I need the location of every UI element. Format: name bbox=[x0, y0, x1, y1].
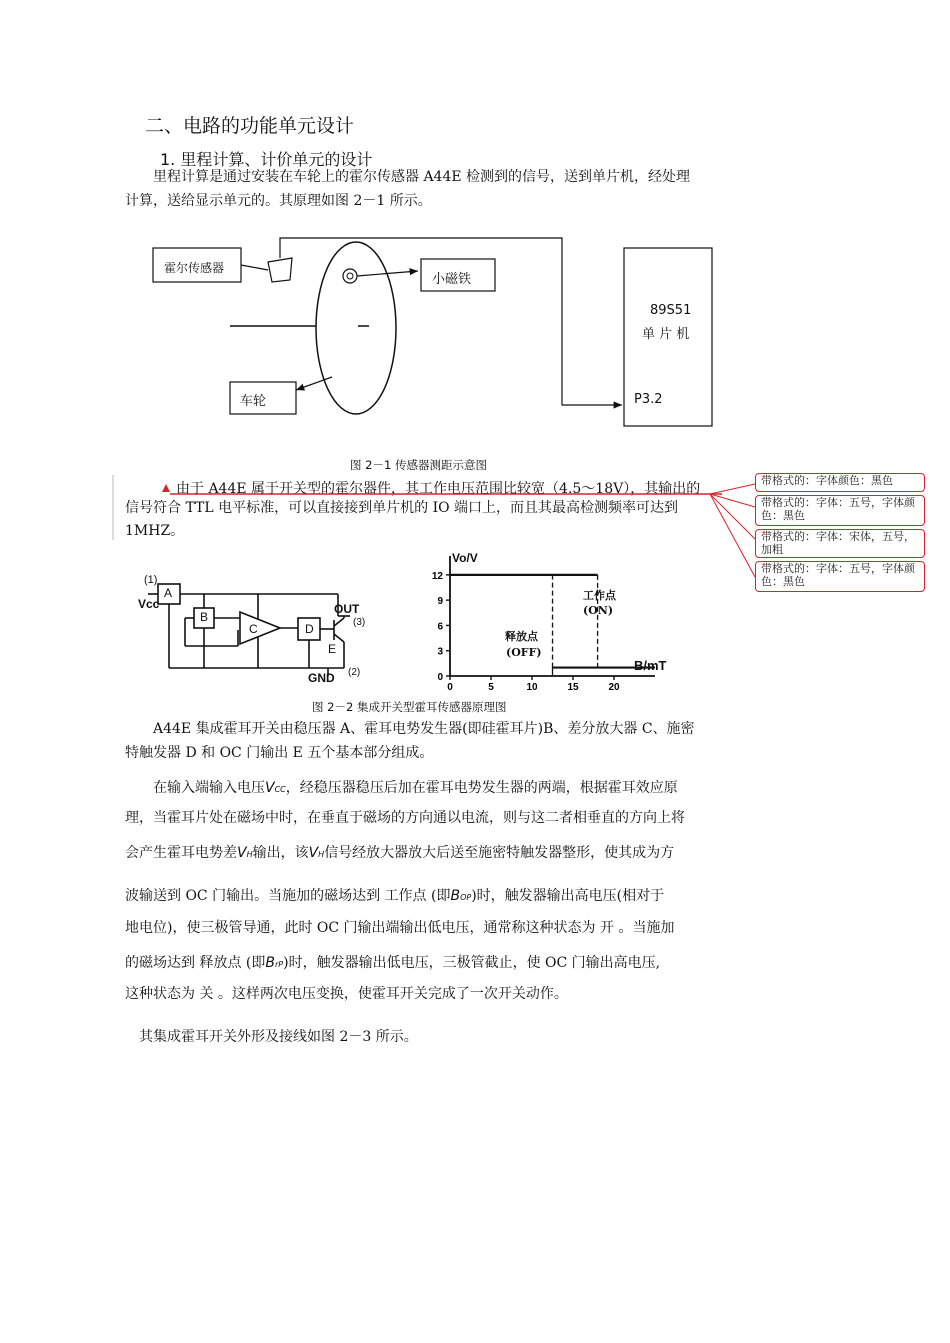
format-comment-2[interactable]: 带格式的：字体：五号，字体颜色：黑色 bbox=[755, 495, 925, 526]
on-point-label: 工作点 bbox=[583, 589, 616, 602]
magnet-label: 小磁铁 bbox=[432, 272, 472, 287]
out-label: OUT bbox=[334, 602, 360, 616]
para2-line-2: 信号符合 TTL 电平标准，可以直接接到单片机的 IO 端口上，而且其最高检测频率可达到 bbox=[125, 500, 679, 516]
y-tick-label-0: 0 bbox=[437, 672, 443, 683]
mcu-name: 单 片 机 bbox=[642, 327, 690, 342]
closing-line: 其集成霍耳开关外形及接线如图 2－3 所示。 bbox=[139, 1029, 418, 1045]
format-comment-3[interactable]: 带格式的：字体：宋体，五号，加粗 bbox=[755, 529, 925, 558]
x-tick-label-20: 20 bbox=[608, 682, 620, 690]
x-tick-label-10: 10 bbox=[526, 682, 538, 690]
vh-symbol-2: VH bbox=[308, 845, 325, 861]
off-point-label: 释放点 bbox=[505, 630, 538, 643]
pin-1-label: (1) bbox=[144, 574, 158, 586]
hall-sensor-label: 霍尔传感器 bbox=[164, 261, 225, 275]
on-state-label: (ON) bbox=[583, 604, 614, 617]
mcu-pin: P3.2 bbox=[634, 392, 663, 407]
chart-y-label: Vo/V bbox=[452, 551, 478, 565]
vcc-symbol: VCC bbox=[265, 780, 286, 796]
wheel-label: 车轮 bbox=[240, 394, 267, 409]
x-tick-label-0: 0 bbox=[447, 682, 453, 690]
para2-line-3: 1MHZ。 bbox=[125, 523, 185, 539]
figure-1-caption: 图 2－1 传感器测距示意图 bbox=[350, 458, 487, 472]
para4-line-1: 在输入端输入电压VCC，经稳压器稳压后加在霍耳电势发生器的两端，根据霍耳效应原 bbox=[153, 780, 678, 796]
wheel-ellipse bbox=[316, 242, 396, 414]
y-tick-label-3: 3 bbox=[437, 646, 443, 658]
block-a-label: A bbox=[164, 586, 173, 600]
subsection-title: 1. 里程计算、计价单元的设计 bbox=[160, 150, 373, 169]
para4-line-2: 理，当霍耳片处在磁场中时，在垂直于磁场的方向通以电流，则与这二者相垂直的方向上将 bbox=[125, 810, 685, 826]
pin-3-label: (3) bbox=[353, 617, 366, 628]
intro-line-1: 里程计算是通过安装在车轮上的霍尔传感器 A44E 检测到的信号，送到单片机，经处理 bbox=[153, 169, 691, 185]
vh-symbol: VH bbox=[237, 845, 253, 861]
brp-symbol: BrP bbox=[265, 955, 284, 971]
para4-line-5: 地电位)，使三极管导通，此时 OC 门输出端输出低电压，通常称这种状态为 开 。当施加 bbox=[125, 920, 675, 936]
gnd-label: GND bbox=[308, 671, 335, 685]
block-c-label: C bbox=[249, 622, 258, 636]
para4-line-4: 波输送到 OC 门输出。当施加的磁场达到 工作点 (即BOP)时，触发器输出高电压(相对于 bbox=[125, 888, 665, 904]
figure-2-caption: 图 2－2 集成开关型霍耳传感器原理图 bbox=[312, 700, 507, 714]
block-b-label: B bbox=[200, 610, 209, 624]
mcu-model: 89S51 bbox=[650, 303, 692, 318]
para3-line-2: 特触发器 D 和 OC 门输出 E 五个基本部分组成。 bbox=[125, 745, 434, 761]
x-tick-label-15: 15 bbox=[567, 682, 579, 690]
block-e-label: E bbox=[328, 642, 337, 656]
y-tick-label-12: 12 bbox=[431, 570, 443, 582]
para4-line-6: 的磁场达到 释放点 (即BrP)时，触发器输出低电压，三极管截止，使 OC 门输出高电压, bbox=[125, 955, 661, 971]
pin-2-label: (2) bbox=[348, 667, 361, 678]
format-comment-4[interactable]: 带格式的：字体：五号，字体颜色：黑色 bbox=[755, 561, 925, 592]
block-c-amplifier bbox=[240, 612, 280, 644]
section-title: 二、电路的功能单元设计 bbox=[145, 115, 355, 137]
y-tick-label-6: 6 bbox=[437, 621, 443, 633]
para3-line-1: A44E 集成霍耳开关由稳压器 A、霍耳电势发生器(即硅霍耳片)B、差分放大器 C、施密 bbox=[153, 721, 695, 737]
bop-symbol: BOP bbox=[450, 888, 472, 904]
y-tick-label-9: 9 bbox=[437, 596, 443, 608]
para4-line-3: 会产生霍耳电势差VH输出，该VH信号经放大器放大后送至施密特触发器整形，使其成为方 bbox=[125, 845, 675, 861]
sensor-probe-icon bbox=[268, 258, 292, 282]
block-d-label: D bbox=[305, 622, 314, 636]
hall-switch-circuit bbox=[138, 572, 378, 690]
para4-line-7: 这种状态为 关 。这样两次电压变换，使霍耳开关完成了一次开关动作。 bbox=[125, 986, 568, 1002]
x-tick-label-5: 5 bbox=[488, 682, 494, 690]
vcc-label: Vcc bbox=[138, 597, 160, 611]
off-state-label: (OFF) bbox=[506, 646, 542, 659]
signal-wire bbox=[280, 238, 622, 405]
format-comment-1[interactable]: 带格式的：字体颜色：黑色 bbox=[755, 473, 925, 492]
para2-line-1: 由于 A44E 属于开关型的霍尔器件，其工作电压范围比较宽（4.5～18V），其输出的 bbox=[176, 481, 701, 497]
magnet-icon bbox=[343, 269, 357, 283]
intro-line-2: 计算，送给显示单元的。其原理如图 2－1 所示。 bbox=[125, 193, 432, 209]
chart-x-label: B/mT bbox=[634, 658, 667, 673]
